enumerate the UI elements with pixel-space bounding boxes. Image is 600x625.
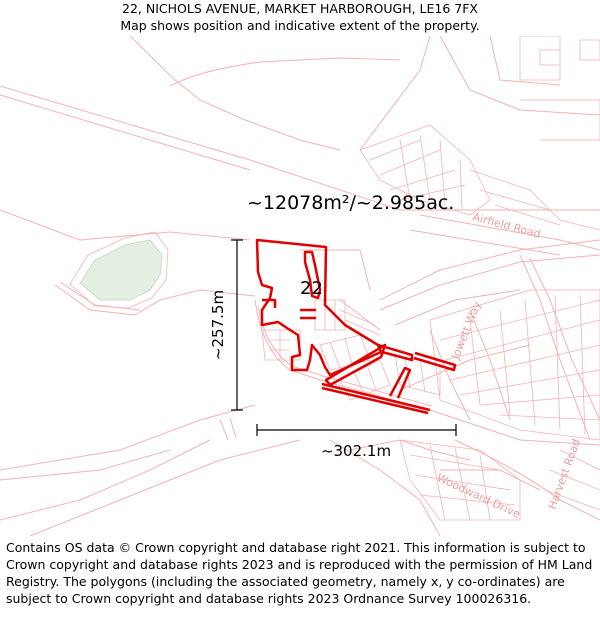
height-label: ~257.5m — [209, 289, 227, 361]
plot-number-label: 22 — [300, 278, 323, 299]
area-label: ~12078m²/~2.985ac. — [247, 192, 455, 214]
street-label-airfield: Airfield Road — [471, 210, 543, 241]
green-area — [80, 240, 162, 300]
street-label-jowett: Jowett Way — [448, 299, 484, 362]
map-header — [0, 0, 600, 36]
housing-areas — [360, 36, 600, 520]
site-lots — [262, 300, 440, 400]
copyright-notice: Contains OS data © Crown copyright and database right 2021. This information is subject to Crown copyright and database rights 2023 and is reproduced with the permission of HM Land Registry. The polygons (including the associated geometry, namely x, y co-ordinates) are subject to Crown copyright and database rights 2023 Ordnance Survey 100026316. — [6, 540, 593, 606]
map-subtitle: Map shows position and indicative extent of the property. — [120, 18, 480, 33]
property-address: 22, NICHOLS AVENUE, MARKET HARBOROUGH, LE16 7FX — [122, 1, 478, 16]
street-label-woodward: Woodward Drive — [434, 470, 523, 521]
street-label-harvest: Harvest Road — [545, 437, 584, 512]
property-map — [0, 36, 600, 536]
width-label: ~302.1m — [320, 442, 392, 460]
property-boundary — [257, 240, 455, 413]
